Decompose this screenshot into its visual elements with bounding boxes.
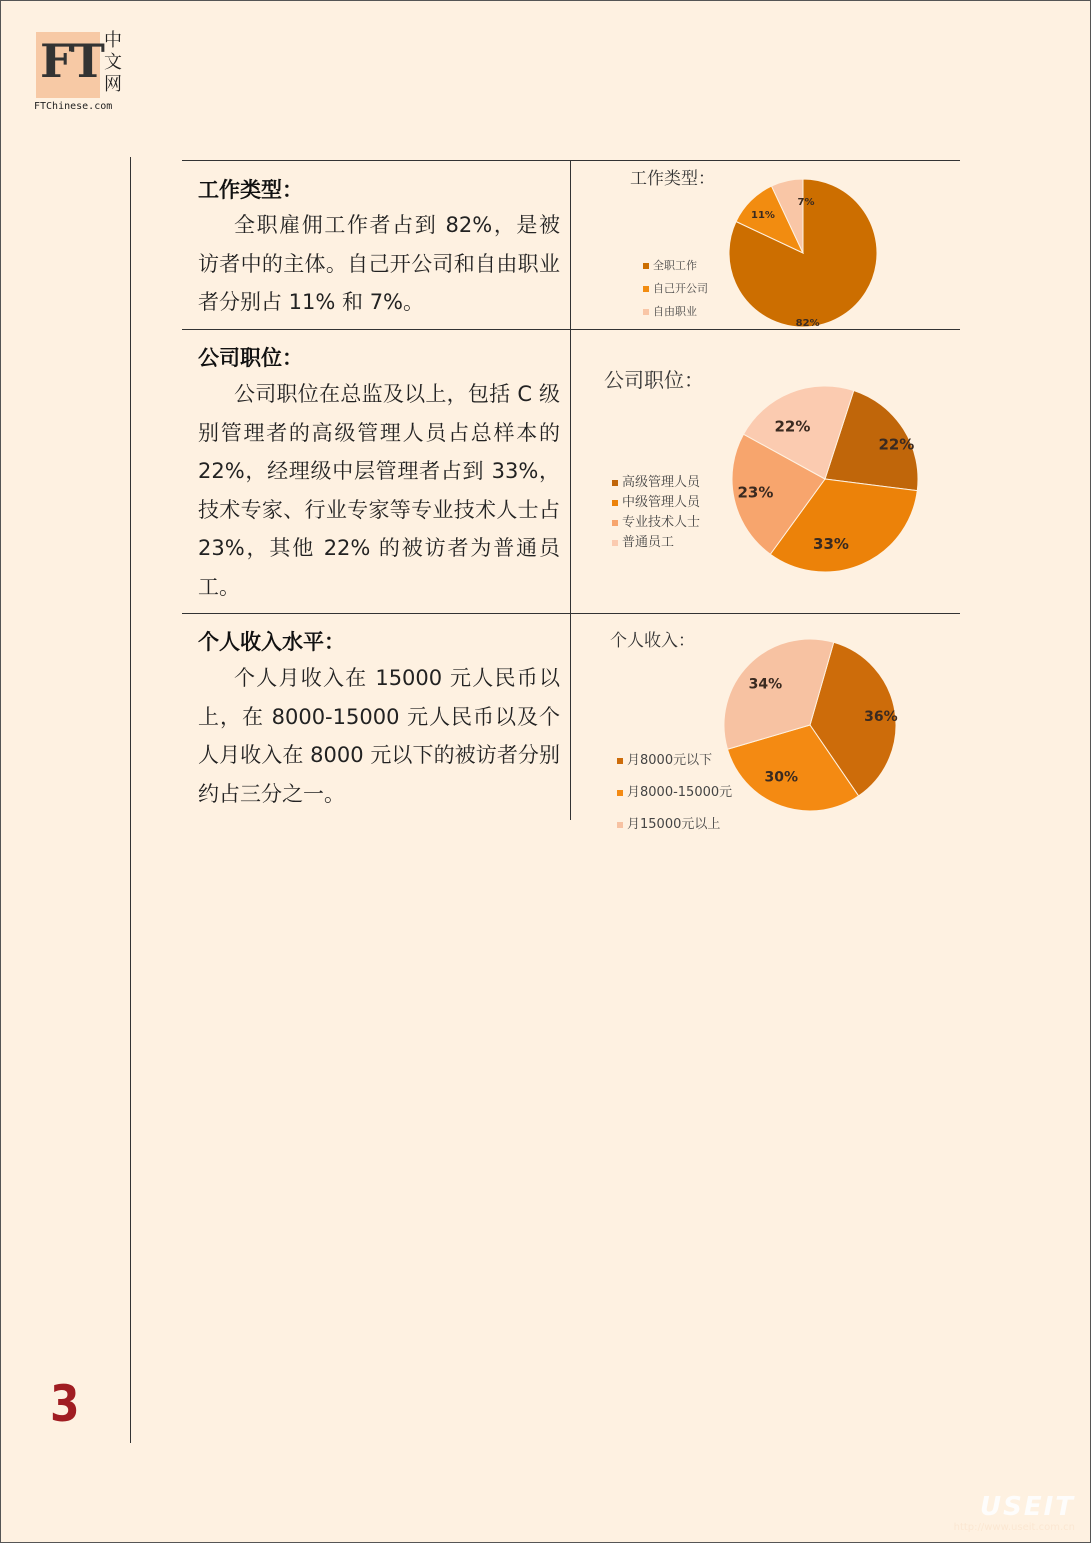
pie-data-label: 22% bbox=[774, 417, 811, 436]
legend-swatch bbox=[643, 286, 649, 292]
logo-url: FTChinese.com bbox=[34, 101, 113, 112]
chart-legend-income bbox=[617, 745, 732, 841]
logo-char: 文 bbox=[104, 52, 122, 73]
pie-data-label: 11% bbox=[751, 209, 775, 221]
legend-label: 月8000-15000元 bbox=[627, 785, 733, 800]
section-paragraph-work-type bbox=[198, 206, 560, 322]
ft-chinese-logo[interactable] bbox=[34, 30, 124, 115]
legend-label: 自己开公司 bbox=[653, 282, 708, 295]
legend-item bbox=[617, 809, 732, 841]
legend-swatch bbox=[612, 520, 618, 526]
chart-title-income: 个人收入： bbox=[610, 631, 695, 651]
section-paragraph-position bbox=[198, 375, 560, 606]
legend-label: 普通员工 bbox=[622, 535, 675, 550]
watermark-brand: USEIT bbox=[979, 1492, 1075, 1522]
pie-chart-position bbox=[730, 383, 920, 575]
legend-swatch bbox=[617, 790, 623, 796]
legend-swatch bbox=[643, 309, 649, 315]
chart-title-position: 公司职位： bbox=[604, 368, 704, 392]
legend-label: 月8000元以下 bbox=[627, 753, 713, 768]
watermark-url: http://www.useit.com.cn bbox=[953, 1522, 1075, 1533]
logo-chinese bbox=[104, 30, 124, 96]
section-heading-work-type: 工作类型： bbox=[198, 178, 303, 202]
pie-data-label: 36% bbox=[864, 708, 898, 725]
legend-label: 专业技术人士 bbox=[622, 515, 701, 530]
pie-data-label: 7% bbox=[797, 196, 815, 208]
paragraph-text: 个人月收入在 15000 元人民币以上，在 8000-15000 元人民币以及个人月收入在 8000 元以下的被访者分别约占三分之一。 bbox=[198, 666, 560, 806]
legend-item bbox=[612, 493, 700, 513]
useit-watermark bbox=[954, 1492, 1075, 1533]
legend-item bbox=[643, 277, 708, 300]
legend-item bbox=[612, 533, 700, 553]
table-rule-row1 bbox=[182, 329, 960, 330]
pie-data-label: 30% bbox=[764, 769, 799, 786]
logo-letters: FT bbox=[40, 34, 103, 88]
page-number: 3 bbox=[50, 1375, 80, 1433]
legend-item bbox=[617, 777, 732, 809]
legend-label: 月15000元以上 bbox=[627, 817, 721, 832]
legend-item bbox=[617, 745, 732, 777]
legend-swatch bbox=[612, 540, 618, 546]
legend-label: 中级管理人员 bbox=[622, 495, 701, 510]
legend-label: 自由职业 bbox=[653, 305, 697, 318]
legend-item bbox=[643, 254, 708, 277]
pie-data-label: 23% bbox=[737, 483, 774, 502]
table-column-divider bbox=[570, 160, 571, 820]
pie-chart-income bbox=[722, 637, 898, 813]
paragraph-text: 全职雇佣工作者占到 82%，是被访者中的主体。自己开公司和自由职业者分别占 11% 和 7%。 bbox=[198, 213, 560, 314]
margin-rule bbox=[130, 157, 131, 1443]
legend-label: 全职工作 bbox=[653, 259, 697, 272]
legend-swatch bbox=[612, 480, 618, 486]
pie-data-label: 34% bbox=[748, 676, 783, 693]
section-heading-position: 公司职位： bbox=[198, 346, 303, 370]
chart-legend-position bbox=[612, 473, 700, 553]
section-heading-income: 个人收入水平： bbox=[198, 630, 345, 654]
logo-char: 网 bbox=[104, 74, 122, 95]
legend-item bbox=[612, 473, 700, 493]
section-paragraph-income bbox=[198, 659, 560, 813]
legend-item bbox=[643, 300, 708, 323]
pie-chart-work-type bbox=[728, 178, 878, 328]
pie-data-label: 22% bbox=[878, 435, 915, 454]
table-rule-row2 bbox=[182, 613, 960, 614]
pie-data-label: 33% bbox=[813, 534, 849, 553]
logo-char: 中 bbox=[104, 30, 122, 51]
legend-item bbox=[612, 513, 700, 533]
pie-data-label: 82% bbox=[795, 318, 820, 330]
legend-label: 高级管理人员 bbox=[622, 475, 701, 490]
legend-swatch bbox=[617, 758, 623, 764]
table-rule-top bbox=[182, 160, 960, 161]
legend-swatch bbox=[612, 500, 618, 506]
paragraph-text: 公司职位在总监及以上，包括 C 级别管理者的高级管理人员占总样本的 22%，经理级中层管理者占到 33%，技术专家、行业专家等专业技术人士占 23%，其他 22% 的被访者为普通员工。 bbox=[198, 382, 560, 599]
chart-legend-work-type bbox=[643, 254, 708, 323]
legend-swatch bbox=[643, 263, 649, 269]
legend-swatch bbox=[617, 822, 623, 828]
chart-title-work-type: 工作类型： bbox=[630, 169, 715, 189]
